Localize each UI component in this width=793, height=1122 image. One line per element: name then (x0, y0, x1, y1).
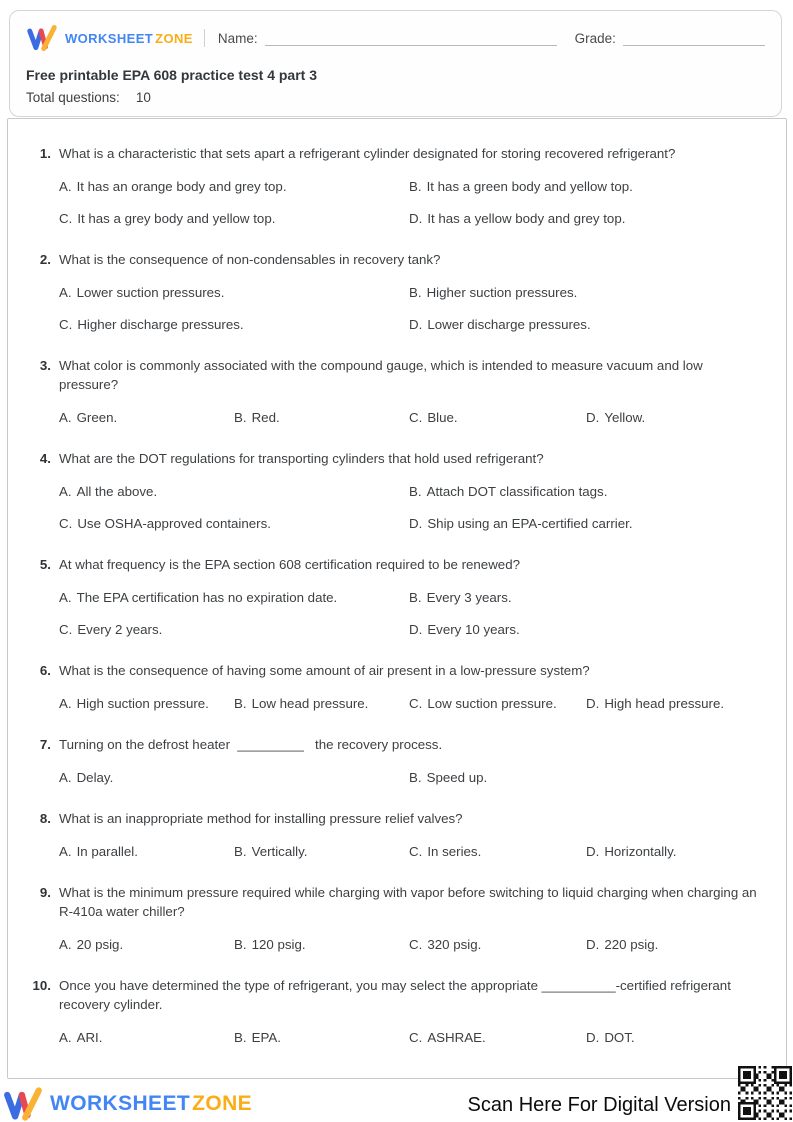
option-text: High head pressure. (604, 696, 725, 711)
option-text: Lower discharge pressures. (427, 317, 591, 332)
option-a (59, 588, 409, 607)
footer-brand-logo (2, 1086, 252, 1122)
option-a (59, 408, 234, 427)
question-number: 1. (39, 146, 51, 161)
option-text: 220 psig. (604, 937, 659, 952)
option-letter: C. (409, 696, 423, 711)
option-letter: C. (59, 622, 73, 637)
option-b (234, 694, 409, 713)
option-text: Every 3 years. (426, 590, 512, 605)
question-item (20, 661, 770, 713)
qr-code (738, 1066, 792, 1120)
question-body (59, 144, 770, 228)
option-text: It has a yellow body and grey top. (427, 211, 626, 226)
option-letter: A. (59, 285, 72, 300)
question-item (20, 555, 770, 639)
question-body (59, 809, 770, 861)
option-letter: D. (409, 211, 423, 226)
option-letter: B. (234, 696, 247, 711)
title-block (26, 67, 765, 105)
option-text: Higher discharge pressures. (77, 317, 244, 332)
option-text: Ship using an EPA-certified carrier. (427, 516, 633, 531)
option-letter: D. (586, 937, 600, 952)
question-text: What are the DOT regulations for transporting cylinders that hold used refrigerant? (59, 451, 544, 466)
total-questions-label: Total questions: (26, 90, 120, 105)
question-item (20, 449, 770, 533)
question-item (20, 735, 770, 787)
option-text: Attach DOT classification tags. (426, 484, 608, 499)
option-c (409, 842, 586, 861)
question-text: What is the consequence of non-condensables in recovery tank? (59, 252, 441, 267)
option-c (59, 209, 409, 228)
question-number: 6. (39, 663, 51, 678)
options-grid (59, 842, 770, 861)
option-letter: C. (59, 211, 73, 226)
question-item (20, 976, 770, 1047)
name-fill-line (265, 30, 557, 46)
question-text: What is an inappropriate method for installing pressure relief valves? (59, 811, 463, 826)
question-number: 8. (39, 811, 51, 826)
options-grid (59, 408, 770, 427)
option-letter: B. (409, 484, 422, 499)
option-b (234, 842, 409, 861)
question-body (59, 735, 770, 787)
option-letter: C. (409, 937, 423, 952)
option-text: Higher suction pressures. (426, 285, 578, 300)
option-c (409, 935, 586, 954)
brand-wordmark (65, 31, 193, 46)
option-d (586, 1028, 770, 1047)
options-grid (59, 768, 770, 787)
page-title: Free printable EPA 608 practice test 4 part 3 (26, 67, 318, 83)
option-c (409, 408, 586, 427)
option-text: Horizontally. (604, 844, 677, 859)
question-number: 4. (39, 451, 51, 466)
question-item (20, 356, 770, 427)
option-text: Speed up. (426, 770, 488, 785)
footer-brand-wordmark (50, 1092, 252, 1116)
option-text: 320 psig. (427, 937, 482, 952)
scan-here-label: Scan Here For Digital Version (467, 1094, 731, 1116)
option-letter: B. (409, 285, 422, 300)
options-grid (59, 177, 770, 228)
option-a (59, 482, 409, 501)
option-text: All the above. (76, 484, 158, 499)
option-b (234, 408, 409, 427)
option-text: Delay. (76, 770, 114, 785)
option-letter: A. (59, 1030, 72, 1045)
option-a (59, 842, 234, 861)
option-letter: A. (59, 844, 72, 859)
option-d (586, 842, 770, 861)
option-text: Vertically. (251, 844, 308, 859)
option-text: Red. (251, 410, 280, 425)
grade-label: Grade: (574, 30, 616, 46)
question-number: 9. (39, 885, 51, 900)
name-label: Name: (217, 30, 258, 46)
option-b (409, 768, 770, 787)
options-grid (59, 694, 770, 713)
option-text: Use OSHA-approved containers. (77, 516, 271, 531)
option-c (59, 514, 409, 533)
total-questions-value: 10 (135, 90, 151, 105)
option-b (409, 177, 770, 196)
option-letter: D. (586, 844, 600, 859)
option-d (409, 620, 770, 639)
option-letter: D. (586, 1030, 600, 1045)
option-letter: C. (59, 516, 73, 531)
question-body (59, 555, 770, 639)
question-item (20, 250, 770, 334)
option-a (59, 768, 409, 787)
question-text: What color is commonly associated with the compound gauge, which is intended to measure vacuum and low pressure? (59, 358, 707, 392)
question-text: What is the minimum pressure required while charging with vapor before switching to liquid charging when charging an R-410a water chiller? (59, 885, 761, 919)
option-c (59, 620, 409, 639)
option-d (586, 694, 770, 713)
question-body (59, 883, 770, 954)
question-body (59, 661, 770, 713)
question-item (20, 144, 770, 228)
option-c (409, 694, 586, 713)
question-number: 5. (39, 557, 51, 572)
option-letter: A. (59, 770, 72, 785)
option-text: It has a green body and yellow top. (426, 179, 633, 194)
option-letter: D. (586, 410, 600, 425)
header-card (9, 10, 782, 117)
question-text: Turning on the defrost heater _________ the recovery process. (59, 737, 443, 752)
option-letter: B. (409, 590, 422, 605)
option-letter: C. (409, 410, 423, 425)
question-body (59, 356, 770, 427)
option-d (409, 514, 770, 533)
option-text: Low suction pressure. (427, 696, 557, 711)
option-text: Green. (76, 410, 118, 425)
option-text: Blue. (427, 410, 458, 425)
option-b (234, 1028, 409, 1047)
option-b (409, 482, 770, 501)
option-letter: B. (409, 770, 422, 785)
option-text: It has an orange body and grey top. (76, 179, 287, 194)
option-a (59, 283, 409, 302)
option-b (234, 935, 409, 954)
options-grid (59, 1028, 770, 1047)
header-divider (204, 29, 205, 47)
option-letter: D. (409, 516, 423, 531)
option-text: Yellow. (604, 410, 646, 425)
option-d (586, 935, 770, 954)
option-text: In series. (427, 844, 482, 859)
question-item (20, 809, 770, 861)
option-letter: B. (409, 179, 422, 194)
option-letter: B. (234, 937, 247, 952)
question-text: At what frequency is the EPA section 608 certification required to be renewed? (59, 557, 520, 572)
brand-zone-text: ZONE (155, 30, 193, 46)
option-letter: C. (409, 844, 423, 859)
header-logo-row (26, 22, 765, 54)
option-text: 120 psig. (251, 937, 306, 952)
question-body (59, 976, 770, 1047)
brand-zone-text: ZONE (192, 1092, 253, 1115)
question-number: 3. (39, 358, 51, 373)
option-letter: A. (59, 696, 72, 711)
total-questions-row (26, 90, 765, 105)
option-letter: A. (59, 590, 72, 605)
option-text: Every 10 years. (427, 622, 520, 637)
option-a (59, 694, 234, 713)
option-text: Every 2 years. (77, 622, 163, 637)
option-text: Low head pressure. (251, 696, 369, 711)
option-letter: A. (59, 484, 72, 499)
option-c (409, 1028, 586, 1047)
brand-worksheet-text: WORKSHEET (65, 30, 154, 46)
question-text: What is the consequence of having some amount of air present in a low-pressure system? (59, 663, 590, 678)
option-text: ASHRAE. (427, 1030, 486, 1045)
question-number: 7. (39, 737, 51, 752)
option-text: ARI. (76, 1030, 103, 1045)
option-d (409, 315, 770, 334)
option-text: EPA. (251, 1030, 281, 1045)
option-text: Lower suction pressures. (76, 285, 225, 300)
option-a (59, 177, 409, 196)
option-text: In parallel. (76, 844, 138, 859)
options-grid (59, 935, 770, 954)
option-text: DOT. (604, 1030, 635, 1045)
questions-list (20, 144, 770, 1047)
options-grid (59, 482, 770, 533)
option-c (59, 315, 409, 334)
option-letter: B. (234, 844, 247, 859)
brand-worksheet-text: WORKSHEET (50, 1092, 191, 1115)
options-grid (59, 283, 770, 334)
questions-box (7, 118, 787, 1079)
option-text: High suction pressure. (76, 696, 209, 711)
option-letter: B. (234, 1030, 247, 1045)
brand-logo (26, 24, 193, 52)
question-number: 10. (32, 978, 51, 993)
option-text: It has a grey body and yellow top. (77, 211, 276, 226)
option-letter: A. (59, 937, 72, 952)
option-text: The EPA certification has no expiration date. (76, 590, 338, 605)
question-body (59, 449, 770, 533)
question-item (20, 883, 770, 954)
option-a (59, 1028, 234, 1047)
worksheetzone-logo-icon (2, 1086, 44, 1122)
option-letter: A. (59, 179, 72, 194)
question-number: 2. (39, 252, 51, 267)
option-letter: D. (586, 696, 600, 711)
question-body (59, 250, 770, 334)
option-text: 20 psig. (76, 937, 124, 952)
option-letter: D. (409, 622, 423, 637)
option-d (586, 408, 770, 427)
option-letter: B. (234, 410, 247, 425)
option-letter: A. (59, 410, 72, 425)
grade-fill-line (623, 30, 765, 46)
worksheetzone-logo-icon (26, 24, 58, 52)
option-d (409, 209, 770, 228)
option-b (409, 588, 770, 607)
question-text: What is a characteristic that sets apart a refrigerant cylinder designated for storing recovered refrigerant? (59, 146, 676, 161)
option-a (59, 935, 234, 954)
option-letter: D. (409, 317, 423, 332)
option-letter: C. (409, 1030, 423, 1045)
options-grid (59, 588, 770, 639)
question-text: Once you have determined the type of refrigerant, you may select the appropriate __________-certified refrigerant recovery cylinder. (59, 978, 735, 1012)
option-letter: C. (59, 317, 73, 332)
option-b (409, 283, 770, 302)
